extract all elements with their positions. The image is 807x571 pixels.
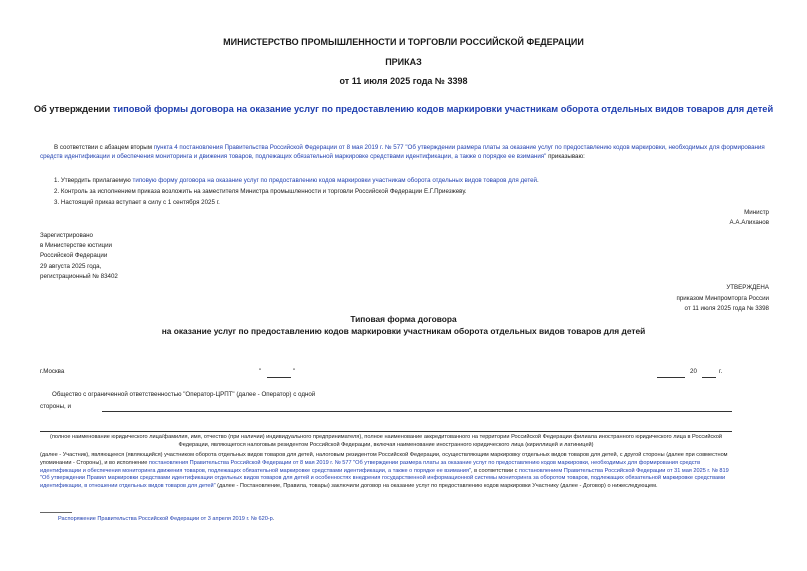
participant-name-line: [102, 411, 732, 412]
decree-819-link[interactable]: постановлением Правительства Российской Федерации от 31 мая 2025 г. № 819 "Об утверждении Правил маркировки средствами идентификации отдельных видов товаров для детей и особенностях внедрения государственной информационной системы мониторинга за оборотом товаров, подлежащих обязательной маркировке средствами идентификации, в отношении отдельных видов товаров для детей": [40, 467, 729, 490]
form-title-line-1: Типовая форма договора: [350, 314, 457, 324]
order-item-1: [54, 176, 539, 185]
day-blank-line: [267, 377, 291, 378]
participant-name-line-2: [40, 431, 732, 432]
registration-line-1: Зарегистрировано: [40, 232, 93, 239]
party-operator: Общество с ограниченной ответственностью "Оператор-ЦРПТ" (далее - Оператор) с одной: [52, 391, 316, 398]
date-quote-close: ": [293, 368, 296, 375]
body-text-3: (далее - Постановление, Правила, товары) заключили договор на оказание услуг по предоставлению кодов маркировки Участнику (далее - Договор) о нижеследующем.: [215, 483, 658, 490]
body-text-2: , в соответствии с: [471, 467, 520, 474]
participant-caption: (полное наименование юридического лица/фамилия, имя, отчество (при наличии) индивидуального предпринимателя), полное наименование аккредитованного на территории Российской Федерации филиала иностранного юридического лица в Российской Федерации, являющегося налоговым резидентом Российской Федерации, включая наименование иностранного юридического лица (кириллицей и латиницей): [49, 434, 722, 448]
party-participant-intro: стороны, и: [40, 403, 71, 410]
document-date-number: от 11 июля 2025 года № 3398: [339, 76, 468, 86]
footnote: [58, 516, 274, 524]
preamble-text: В соответствии с абзацем вторым: [54, 144, 154, 151]
form-title-line-2: на оказание услуг по предоставлению кодов маркировки участникам оборота отдельных видов товаров для детей: [161, 326, 646, 336]
approval-line-3: от 11 июля 2025 года № 3398: [684, 305, 769, 312]
preamble-order-text: приказываю:: [546, 153, 585, 160]
item1-form-link[interactable]: типовую форму договора на оказание услуг по предоставлению кодов маркировки участникам оборота отдельных видов товаров для детей: [132, 177, 537, 184]
body-text-1: (далее - Участник), являющееся (являющийся) участником оборота отдельных видов товаров для детей, налоговым резидентом Российской Федерации, осуществляющим маркировку отдельных видов товаров для детей, с другой стороны (далее при совместном упоминании - Стороны), и во исполнение: [40, 452, 728, 466]
registration-line-3: Российской Федерации: [40, 252, 108, 259]
year-suffix: г.: [719, 368, 723, 375]
title-prefix: Об утверждении: [33, 104, 113, 114]
form-city: г.Москва: [40, 368, 65, 375]
preamble-paragraph: [40, 143, 770, 161]
registration-line-5: регистрационный № 83402: [40, 273, 118, 280]
year-prefix: 20: [690, 368, 697, 375]
signature-role: Министр: [744, 209, 769, 216]
approval-line-1: УТВЕРЖДЕНА: [726, 284, 769, 291]
footnote-separator: [40, 512, 72, 513]
date-quote-open: ": [259, 368, 262, 375]
preamble-decree-link[interactable]: пункта 4 постановления Правительства Российской Федерации от 8 мая 2019 г. № 577 "Об утверждении размера платы за оказание услуг по предоставлению кодов маркировки, необходимых для формирования средств идентификации и обеспечения мониторинга и движения товаров, подлежащих обязательной маркировке средствами идентификации, а также о порядке ее взимания": [40, 144, 765, 160]
ministry-heading: МИНИСТЕРСТВО ПРОМЫШЛЕННОСТИ И ТОРГОВЛИ РОССИЙСКОЙ ФЕДЕРАЦИИ: [223, 37, 584, 47]
item1-text: 1. Утвердить прилагаемую: [54, 177, 133, 184]
document-type: ПРИКАЗ: [385, 57, 422, 67]
year-blank-line: [702, 377, 716, 378]
registration-line-4: 29 августа 2025 года,: [40, 263, 102, 270]
footnote-link[interactable]: Распоряжение Правительства Российской Федерации от 3 апреля 2019 г. № 620-р: [58, 516, 273, 522]
order-item-3: 3. Настоящий приказ вступает в силу с 1 сентября 2025 г.: [54, 199, 220, 206]
decree-577-link[interactable]: постановления Правительства Российской Федерации от 8 мая 2019 г. № 577 "Об утверждении размера платы за оказание услуг по предоставлению кодов маркировки, необходимых для формирования средств идентификации и обеспечения мониторинга движения товаров, подлежащих обязательной маркировке средствами идентификации, а также о порядке ее взимания": [40, 459, 701, 474]
item1-end: .: [536, 177, 539, 184]
month-blank-line: [657, 377, 685, 378]
title-link[interactable]: типовой формы договора на оказание услуг по предоставлению кодов маркировки участникам оборота отдельных видов товаров для детей: [112, 104, 774, 114]
registration-line-2: в Министерстве юстиции: [40, 242, 113, 249]
document-title: [0, 104, 807, 114]
footnote-end: .: [272, 516, 275, 522]
signature-name: А.А.Алиханов: [729, 219, 769, 226]
approval-line-2: приказом Минпромторга России: [676, 295, 769, 302]
order-item-2: 2. Контроль за исполнением приказа возложить на заместителя Министра промышленности и торговли Российской Федерации Е.Г.Приезжеву.: [54, 188, 467, 195]
contract-preamble-paragraph: [40, 452, 732, 491]
